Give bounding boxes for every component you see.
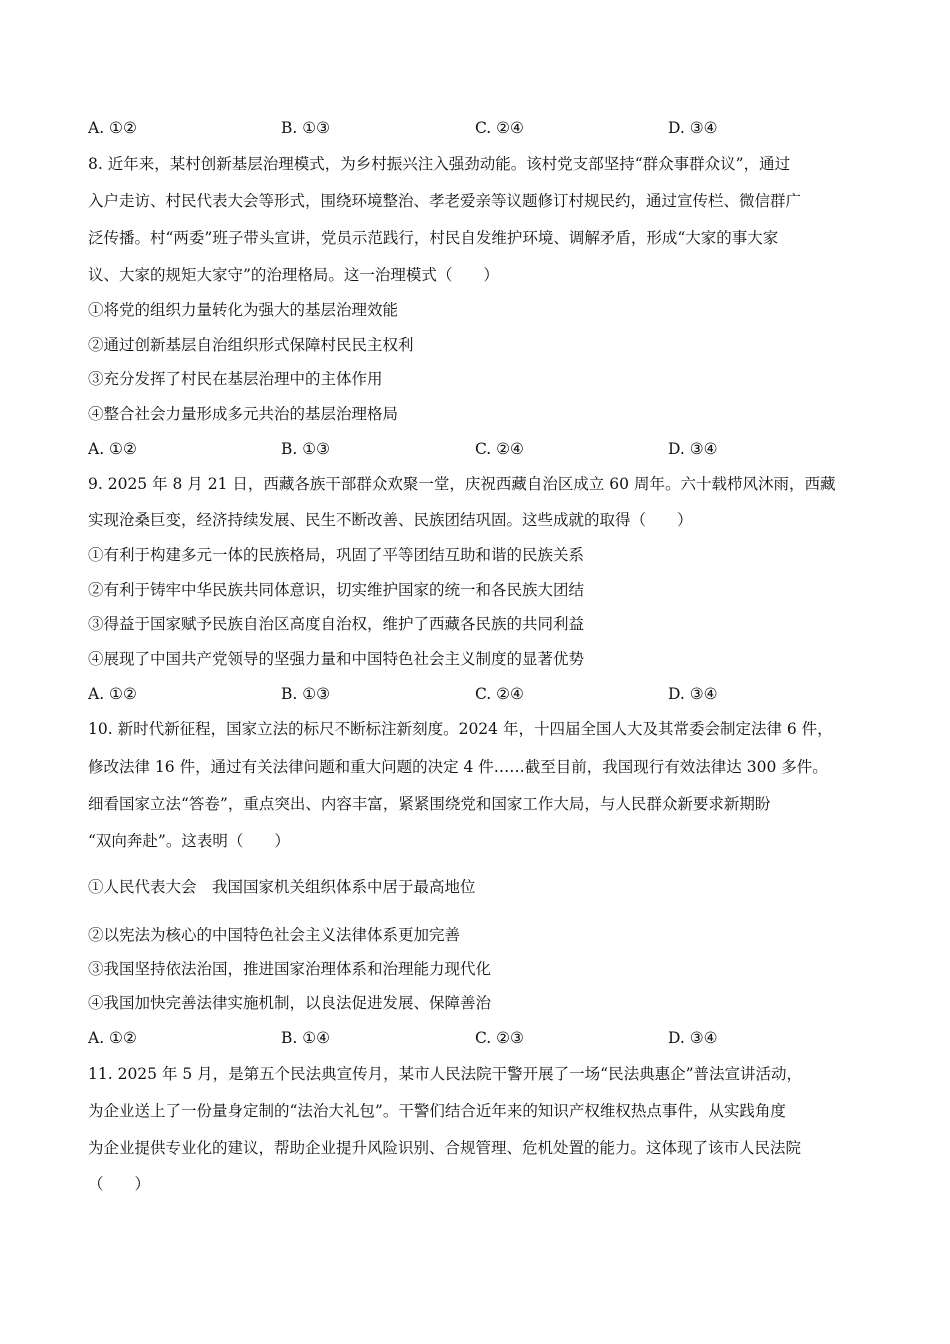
q8-option-b[interactable]: B. ①③ xyxy=(281,440,331,458)
q9-statement-3: ③得益于国家赋予民族自治区高度自治权，维护了西藏各民族的共同利益 xyxy=(88,615,585,633)
q10-stem-line-1: 10. 新时代新征程，国家立法的标尺不断标注新刻度。2024 年，十四届全国人大及其常委会制定法律 6 件， xyxy=(88,720,833,738)
q10-statement-1: ①人民代表大会 我国国家机关组织体系中居于最高地位 xyxy=(88,878,476,896)
q10-option-b[interactable]: B. ①④ xyxy=(281,1029,331,1047)
q7-option-b[interactable]: B. ①③ xyxy=(281,119,331,137)
q10-stem-line-3: 细看国家立法“答卷”，重点突出、内容丰富，紧紧围绕党和国家工作大局，与人民群众新要求新期盼 xyxy=(88,795,771,813)
q10-statement-2: ②以宪法为核心的中国特色社会主义法律体系更加完善 xyxy=(88,926,461,944)
q10-stem-line-2: 修改法律 16 件，通过有关法律问题和重大问题的决定 4 件……截至目前，我国现行有效法律达 300 多件。 xyxy=(88,758,828,776)
q8-stem-line-1: 8. 近年来，某村创新基层治理模式，为乡村振兴注入强劲动能。该村党支部坚持“群众事群众议”，通过 xyxy=(88,155,791,173)
q8-option-a[interactable]: A. ①② xyxy=(88,440,137,458)
q10-option-d[interactable]: D. ③④ xyxy=(668,1029,718,1047)
q9-statement-4: ④展现了中国共产党领导的坚强力量和中国特色社会主义制度的显著优势 xyxy=(88,650,585,668)
q11-stem-line-2: 为企业送上了一份量身定制的“法治大礼包”。干警们结合近年来的知识产权维权热点事件，从实践角度 xyxy=(88,1102,786,1120)
q10-option-c[interactable]: C. ②③ xyxy=(475,1029,524,1047)
q9-statement-1: ①有利于构建多元一体的民族格局，巩固了平等团结互助和谐的民族关系 xyxy=(88,546,585,564)
q9-option-b[interactable]: B. ①③ xyxy=(281,685,331,703)
q8-options xyxy=(88,439,868,459)
q11-stem-line-1: 11. 2025 年 5 月，是第五个民法典宣传月，某市人民法院干警开展了一场“民法典惠企”普法宣讲活动， xyxy=(88,1065,803,1083)
q8-option-d[interactable]: D. ③④ xyxy=(668,440,718,458)
q8-statement-2: ②通过创新基层自治组织形式保障村民民主权利 xyxy=(88,336,414,354)
q10-statement-4: ④我国加快完善法律实施机制，以良法促进发展、保障善治 xyxy=(88,994,492,1012)
q7-options xyxy=(88,118,868,138)
q9-statement-2: ②有利于铸牢中华民族共同体意识，切实维护国家的统一和各民族大团结 xyxy=(88,581,585,599)
q7-option-d[interactable]: D. ③④ xyxy=(668,119,718,137)
q8-option-c[interactable]: C. ②④ xyxy=(475,440,524,458)
q10-options xyxy=(88,1028,868,1048)
q9-stem-line-2: 实现沧桑巨变，经济持续发展、民生不断改善、民族团结巩固。这些成就的取得（ ） xyxy=(88,511,693,529)
q9-stem-line-1: 9. 2025 年 8 月 21 日，西藏各族干部群众欢聚一堂，庆祝西藏自治区成立 60 周年。六十载栉风沐雨，西藏 xyxy=(88,475,836,493)
q9-option-c[interactable]: C. ②④ xyxy=(475,685,524,703)
q8-stem-line-3: 泛传播。村“两委”班子带头宣讲，党员示范践行，村民自发维护环境、调解矛盾，形成“大家的事大家 xyxy=(88,229,779,247)
q9-option-a[interactable]: A. ①② xyxy=(88,685,137,703)
q9-options xyxy=(88,684,868,704)
q9-option-d[interactable]: D. ③④ xyxy=(668,685,718,703)
q8-statement-1: ①将党的组织力量转化为强大的基层治理效能 xyxy=(88,301,399,319)
q8-statement-3: ③充分发挥了村民在基层治理中的主体作用 xyxy=(88,370,383,388)
q10-statement-3: ③我国坚持依法治国，推进国家治理体系和治理能力现代化 xyxy=(88,960,492,978)
q10-option-a[interactable]: A. ①② xyxy=(88,1029,137,1047)
q7-option-a[interactable]: A. ①② xyxy=(88,119,137,137)
q8-stem-line-4: 议、大家的规矩大家守”的治理格局。这一治理模式（ ） xyxy=(88,266,499,284)
q10-stem-line-4: “双向奔赴”。这表明（ ） xyxy=(88,832,290,850)
q8-stem-line-2: 入户走访、村民代表大会等形式，围绕环境整治、孝老爱亲等议题修订村规民约，通过宣传栏、微信群广 xyxy=(88,192,802,210)
q7-option-c[interactable]: C. ②④ xyxy=(475,119,524,137)
q11-stem-line-3: 为企业提供专业化的建议，帮助企业提升风险识别、合规管理、危机处置的能力。这体现了该市人民法院 xyxy=(88,1139,802,1157)
q11-stem-line-4: （ ） xyxy=(88,1175,151,1193)
q8-statement-4: ④整合社会力量形成多元共治的基层治理格局 xyxy=(88,405,399,423)
